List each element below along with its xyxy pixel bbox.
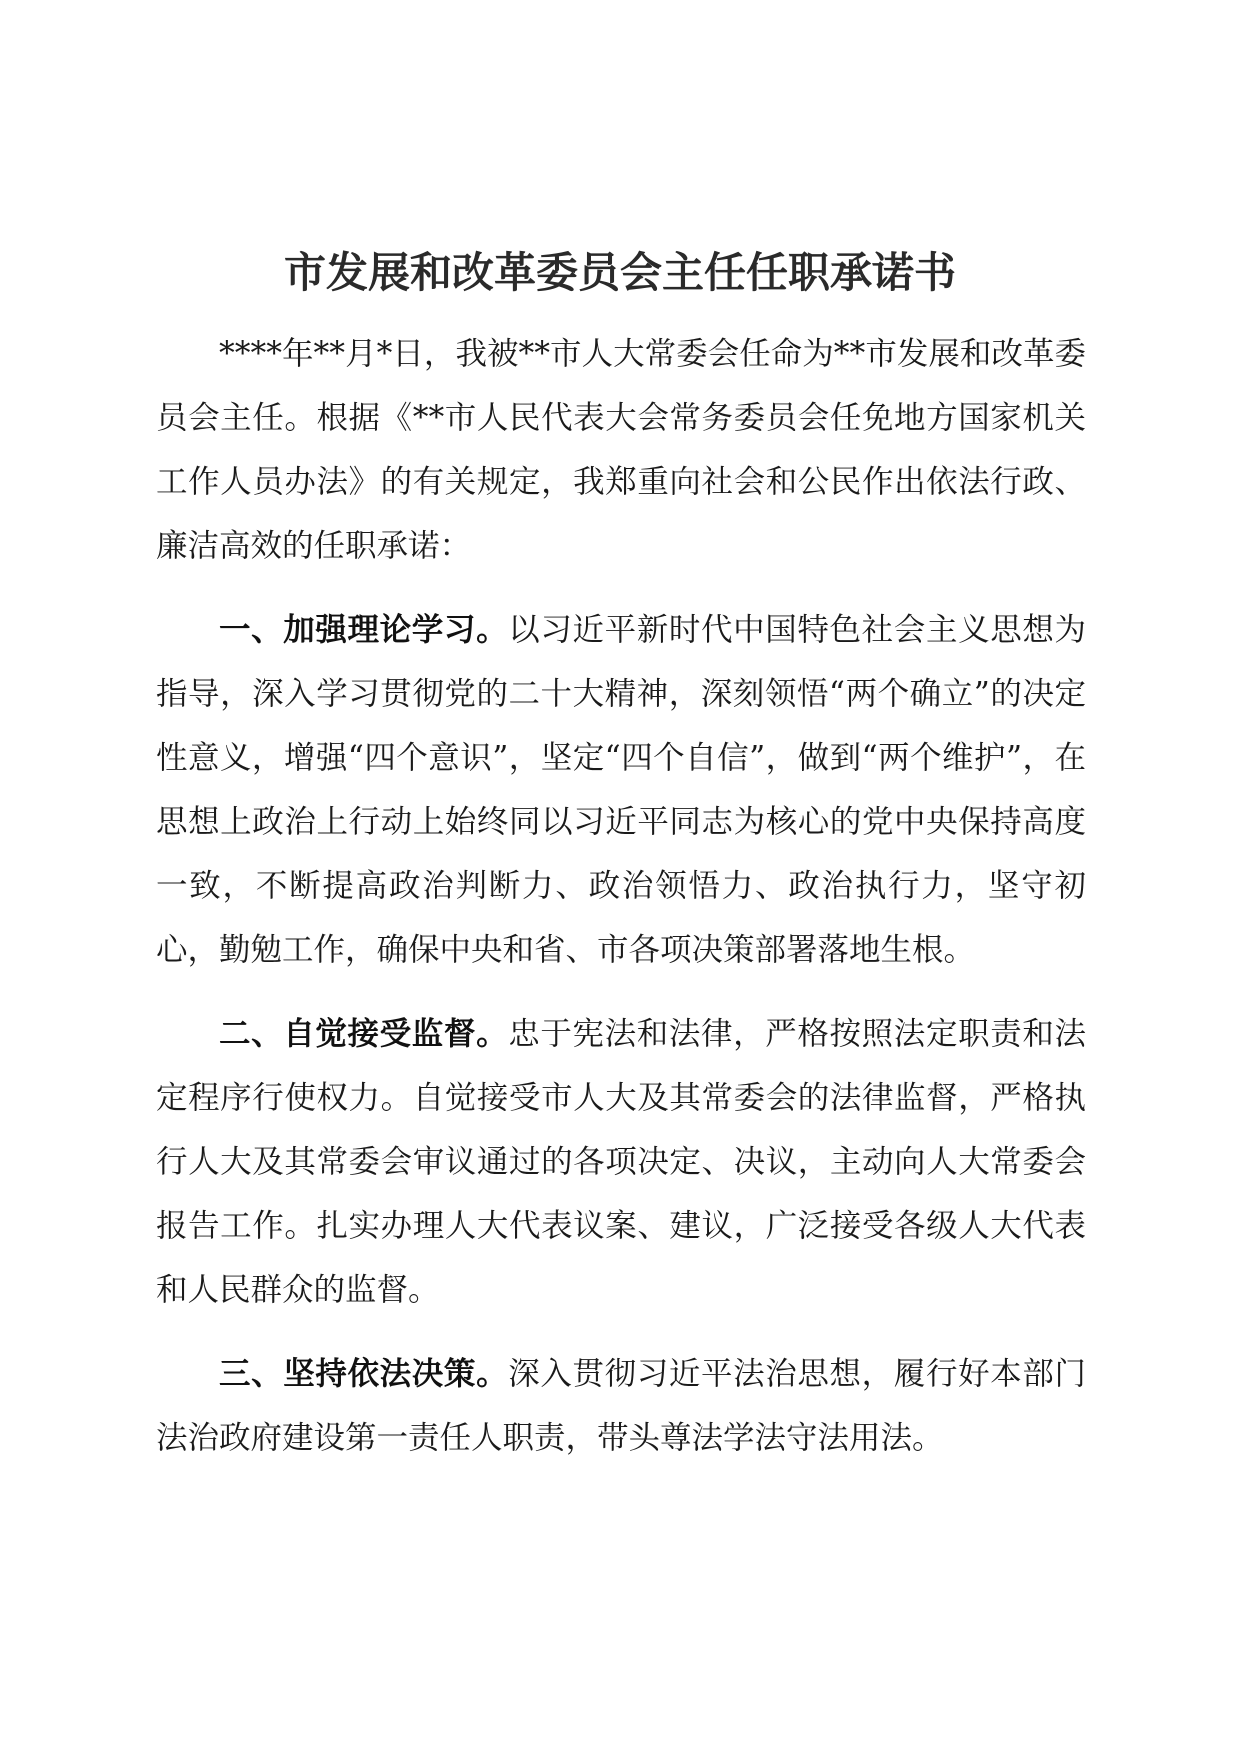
section-paragraph-2 [156, 1002, 1086, 1322]
section-paragraph-1 [156, 598, 1086, 982]
intro-paragraph: ****年**月*日，我被**市人大常委会任命为**市发展和改革委员会主任。根据《**市人民代表大会常务委员会任免地方国家机关工作人员办法》的有关规定，我郑重向社会和公民作出依法行政、廉洁高效的任职承诺： [156, 336, 1086, 564]
section-text-3: 深入贯彻习近平法治思想，履行好本部门法治政府建设第一责任人职责，带头尊法学法守法用法。 [156, 1356, 1086, 1456]
section-heading-1: 一、加强理论学习。 [219, 612, 509, 648]
section-text-1: 以习近平新时代中国特色社会主义思想为指导，深入学习贯彻党的二十大精神，深刻领悟“两个确立”的决定性意义，增强“四个意识”，坚定“四个自信”，做到“两个维护”，在思想上政治上行动上始终同以习近平同志为核心的党中央保持高度一致，不断提高政治判断力、政治领悟力、政治执行力，坚守初心，勤勉工作，确保中央和省、市各项决策部署落地生根。 [156, 612, 1086, 968]
document-title: 市发展和改革委员会主任任职承诺书 [283, 248, 956, 297]
section-text-2: 忠于宪法和法律，严格按照法定职责和法定程序行使权力。自觉接受市人大及其常委会的法律监督，严格执行人大及其常委会审议通过的各项决定、决议，主动向人大常委会报告工作。扎实办理人大代表议案、建议，广泛接受各级人大代表和人民群众的监督。 [156, 1016, 1086, 1308]
document-body [156, 322, 1086, 1470]
section-paragraph-3 [156, 1342, 1086, 1470]
section-heading-2: 二、自觉接受监督。 [219, 1016, 509, 1052]
section-heading-3: 三、坚持依法决策。 [219, 1356, 509, 1392]
